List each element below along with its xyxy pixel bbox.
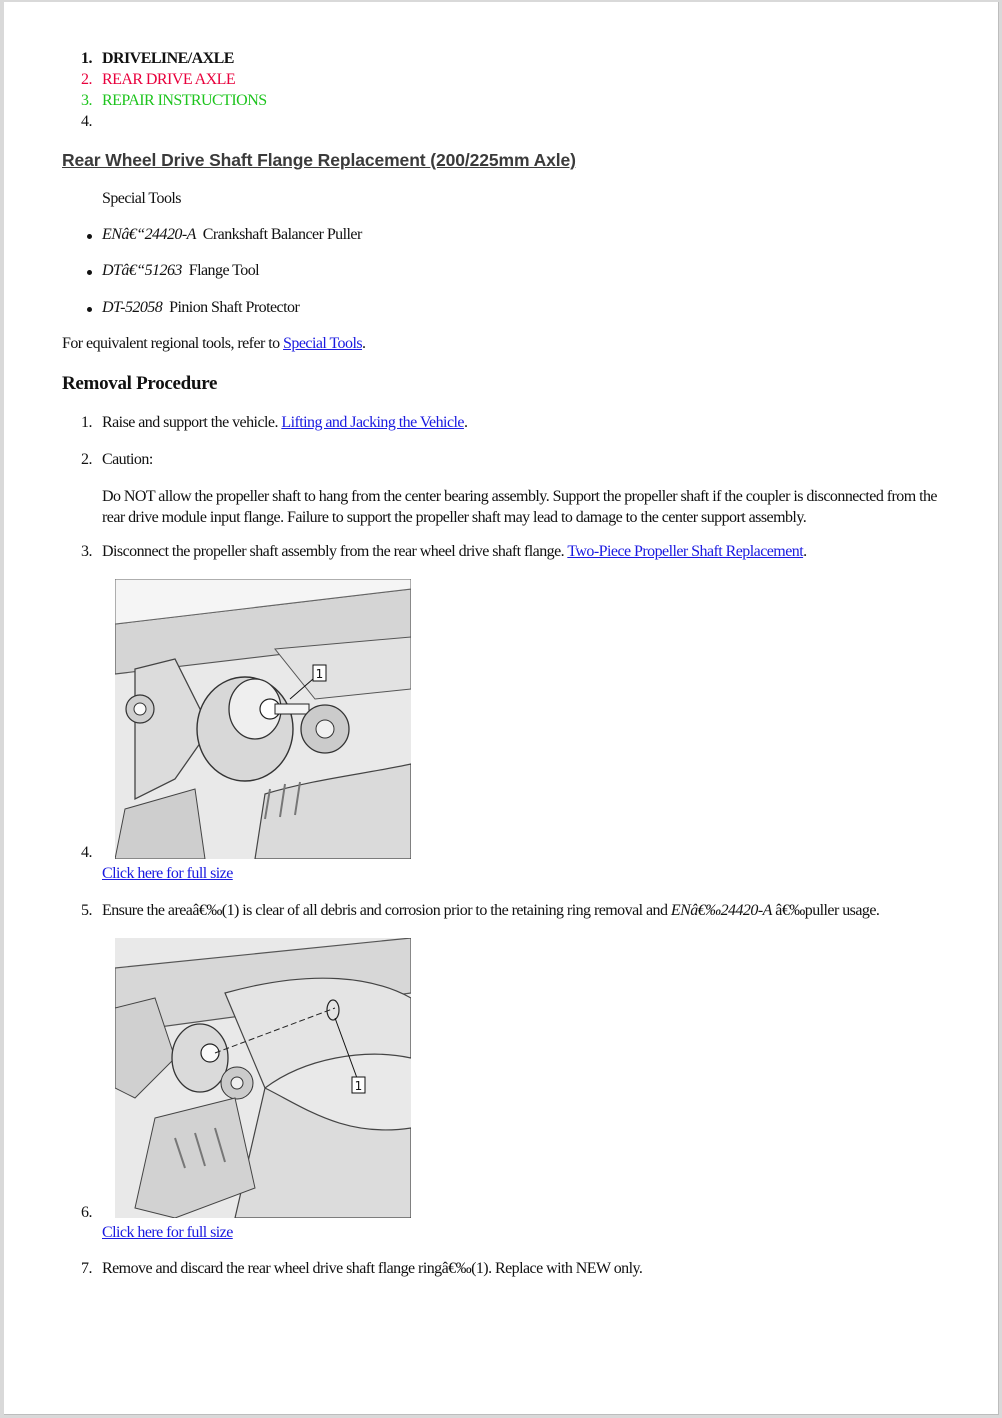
breadcrumb-item-repair-instructions[interactable]: REPAIR INSTRUCTIONS (102, 92, 267, 109)
tool-name: Crankshaft Balancer Puller (202, 226, 362, 243)
step-text-end: â€‰puller usage. (771, 902, 880, 919)
list-item (102, 299, 299, 317)
step-number: 5. (81, 902, 92, 919)
tool-code: DT-52058 (102, 299, 163, 316)
tool-code: ENâ€“24420-A (102, 226, 196, 243)
step-number: 6. (81, 1204, 92, 1221)
breadcrumb-num-3: 3. (81, 92, 92, 109)
regional-tools-note (62, 335, 365, 353)
step-number: 1. (81, 414, 92, 431)
step-text: Ensure the areaâ€‰(1) is clear of all debris and corrosion prior to the retaining ring removal and (102, 902, 671, 919)
breadcrumb-num-4: 4. (81, 113, 92, 130)
caution-body: Do NOT allow the propeller shaft to hang from the center bearing assembly. Support the propeller shaft if the coupler is disconnected from the rear drive module input flange. Failure to support the propeller shaft may lead to damage to the center support assembly. (102, 488, 937, 526)
step-text-end: . (803, 543, 807, 560)
step-7-text: Remove and discard the rear wheel drive shaft flange ringâ€‰(1). Replace with NEW only. (102, 1260, 643, 1277)
list-item (102, 226, 362, 244)
step-text: Raise and support the vehicle. (102, 414, 282, 431)
step-number: 2. (81, 451, 92, 468)
regional-tools-text: For equivalent regional tools, refer to (62, 335, 284, 352)
document-page (4, 2, 999, 1415)
step-5-text (102, 902, 879, 920)
flange-figure-1[interactable] (115, 579, 411, 859)
callout-label: 1 (354, 1079, 363, 1093)
lifting-jacking-link[interactable]: Lifting and Jacking the Vehicle (281, 414, 464, 431)
step-text: Disconnect the propeller shaft assembly from the rear wheel drive shaft flange. (102, 543, 568, 560)
tool-name: Flange Tool (188, 262, 260, 279)
step-1-text (102, 414, 467, 432)
list-item (102, 262, 259, 280)
breadcrumb-num-1: 1. (81, 50, 92, 67)
tool-code: DTâ€“51263 (102, 262, 182, 279)
special-tools-link[interactable]: Special Tools (283, 335, 363, 352)
page-title: Rear Wheel Drive Shaft Flange Replacement (200/225mm Axle) (62, 150, 576, 170)
step-text-end: . (463, 414, 468, 431)
bullet-icon (87, 307, 92, 312)
full-size-link[interactable]: Click here for full size (102, 865, 233, 882)
tool-code: ENâ€‰24420-A (670, 902, 772, 919)
callout-label: 1 (315, 667, 324, 681)
flange-figure-2[interactable] (115, 938, 411, 1218)
bullet-icon (87, 234, 92, 239)
breadcrumb-item-driveline[interactable]: DRIVELINE/AXLE (102, 50, 234, 67)
step-number: 4. (81, 844, 92, 861)
bullet-icon (87, 270, 92, 275)
caution-label: Caution: (102, 451, 153, 468)
breadcrumb-num-2: 2. (81, 71, 92, 88)
special-tools-label: Special Tools (102, 190, 181, 207)
step-number: 3. (81, 543, 92, 560)
breadcrumb-item-rear-drive-axle[interactable]: REAR DRIVE AXLE (102, 71, 236, 88)
step-3-text (102, 543, 807, 561)
section-heading-removal: Removal Procedure (62, 373, 218, 394)
propeller-shaft-link[interactable]: Two-Piece Propeller Shaft Replacement (567, 543, 804, 560)
step-number: 7. (81, 1260, 92, 1277)
tool-name: Pinion Shaft Protector (169, 299, 300, 316)
full-size-link[interactable]: Click here for full size (102, 1224, 233, 1241)
regional-tools-end: . (362, 335, 366, 352)
